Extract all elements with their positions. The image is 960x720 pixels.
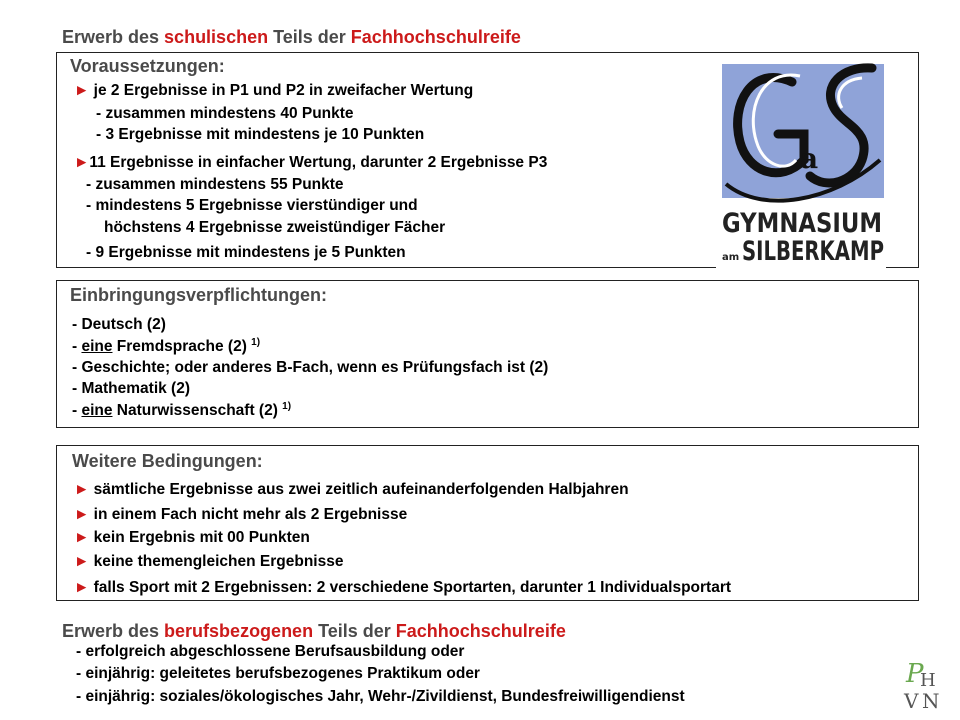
arrow-icon: ► xyxy=(74,529,90,546)
bottom-title-part1: Erwerb des xyxy=(62,621,165,641)
footnote-marker: 1) xyxy=(251,336,261,348)
arrow-icon: ► xyxy=(74,506,90,523)
obligation-5-underlined: eine xyxy=(81,402,113,419)
condition-text-2: in einem Fach nicht mehr als 2 Ergebnisse xyxy=(89,506,408,523)
school-logo xyxy=(722,64,884,267)
obligation-5-text: Naturwissenschaft (2) xyxy=(112,402,283,419)
condition-line-1 xyxy=(74,481,629,499)
top-title xyxy=(62,27,521,48)
condition-text-3: kein Ergebnis mit 00 Punkten xyxy=(89,529,310,546)
phvn-letter-h: H xyxy=(920,670,936,691)
obligation-2-prefix: - xyxy=(72,338,82,355)
condition-line-2 xyxy=(74,506,407,524)
obligation-line-5 xyxy=(72,402,291,420)
footnote-marker: 1) xyxy=(282,400,292,412)
condition-line-5 xyxy=(74,579,731,597)
phvn-logo xyxy=(900,658,946,712)
phvn-letter-n: N xyxy=(922,689,940,713)
obligation-2-underlined: eine xyxy=(81,338,113,355)
vocational-line-3: - einjährig: soziales/ökologisches Jahr, Wehr-/Zivildienst, Bundesfreiwilligendienst xyxy=(76,688,685,705)
requirement-line-8: - 9 Ergebnisse mit mindestens je 5 Punkten xyxy=(86,244,406,261)
requirement-text-1: je 2 Ergebnisse in P1 und P2 in zweifacher Wertung xyxy=(89,82,474,99)
vocational-line-1: - erfolgreich abgeschlossene Berufsausbildung oder xyxy=(76,643,465,660)
requirement-text-4: 11 Ergebnisse in einfacher Wertung, darunter 2 Ergebnisse P3 xyxy=(89,154,548,171)
arrow-icon: ► xyxy=(74,579,90,596)
obligation-line-2 xyxy=(72,338,260,356)
requirement-line-1 xyxy=(74,82,473,100)
logo-text-am: am xyxy=(722,252,740,263)
obligation-5-prefix: - xyxy=(72,402,82,419)
logo-text-silberkamp: SILBERKAMP xyxy=(742,236,884,267)
bottom-title-part2: berufsbezogenen xyxy=(164,621,314,641)
condition-text-5: falls Sport mit 2 Ergebnissen: 2 verschiedene Sportarten, darunter 1 Individualsportart xyxy=(89,579,732,596)
requirement-line-7: höchstens 4 Ergebnisse zweistündiger Fächer xyxy=(104,219,446,236)
bottom-title-part3: Teils der xyxy=(313,621,396,641)
top-title-part1: Erwerb des xyxy=(62,27,165,47)
arrow-icon: ► xyxy=(74,553,90,570)
condition-text-4: keine themengleichen Ergebnisse xyxy=(89,553,344,570)
requirement-line-2: - zusammen mindestens 40 Punkte xyxy=(96,105,354,122)
logo-text-gymnasium: GYMNASIUM xyxy=(722,208,882,239)
condition-line-4 xyxy=(74,553,343,571)
obligation-line-1: - Deutsch (2) xyxy=(72,316,166,333)
top-title-part2: schulischen xyxy=(164,27,269,47)
requirement-line-4 xyxy=(74,154,547,172)
phvn-letter-p: P xyxy=(906,659,924,689)
arrow-icon: ► xyxy=(74,481,90,498)
obligation-2-text: Fremdsprache (2) xyxy=(112,338,252,355)
logo-letter-a: a xyxy=(800,142,819,175)
phvn-letter-v: V xyxy=(904,689,919,713)
obligations-heading: Einbringungsverpflichtungen: xyxy=(70,285,327,305)
obligation-line-3: - Geschichte; oder anderes B-Fach, wenn es Prüfungsfach ist (2) xyxy=(72,359,549,376)
requirement-line-5: - zusammen mindestens 55 Punkte xyxy=(86,176,344,193)
top-title-part3: Teils der xyxy=(268,27,351,47)
arrow-icon: ► xyxy=(74,154,90,171)
top-title-part4: Fachhochschulreife xyxy=(350,27,521,47)
arrow-icon: ► xyxy=(74,82,90,99)
bottom-title xyxy=(62,621,566,642)
requirement-line-6: - mindestens 5 Ergebnisse vierstündiger und xyxy=(86,197,418,214)
bottom-title-part4: Fachhochschulreife xyxy=(395,621,566,641)
obligation-line-4: - Mathematik (2) xyxy=(72,380,190,397)
vocational-line-2: - einjährig: geleitetes berufsbezogenes Praktikum oder xyxy=(76,665,480,682)
conditions-heading: Weitere Bedingungen: xyxy=(72,451,263,471)
condition-text-1: sämtliche Ergebnisse aus zwei zeitlich aufeinanderfolgenden Halbjahren xyxy=(89,481,629,498)
requirements-heading: Voraussetzungen: xyxy=(70,56,225,76)
condition-line-3 xyxy=(74,529,310,547)
requirement-line-3: - 3 Ergebnisse mit mindestens je 10 Punkten xyxy=(96,126,425,143)
